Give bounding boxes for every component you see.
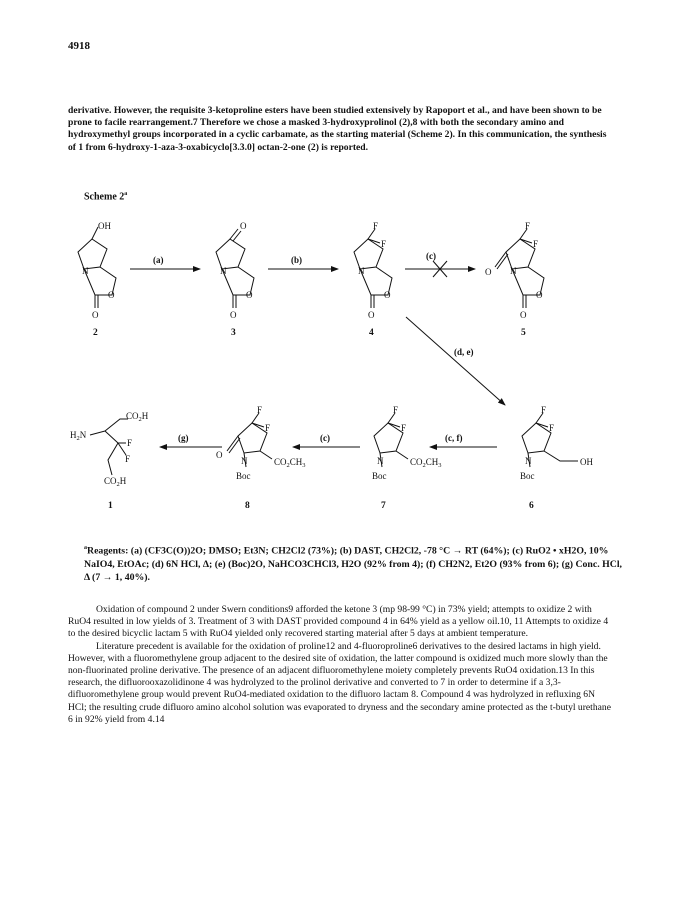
atom-co2h: $CO_2H$ — [126, 411, 149, 423]
atom-f: F — [541, 405, 547, 415]
atom-o: O — [536, 290, 543, 300]
structure-compound-1 — [70, 411, 149, 488]
structure-compound-2 — [78, 221, 116, 320]
atom-f: F — [533, 239, 539, 249]
reagents-mark: a — [84, 545, 87, 551]
atom-boc: Boc — [520, 471, 535, 481]
atom-h2n: $H_2N$ — [70, 430, 87, 442]
atom-o: O — [485, 267, 492, 277]
atom-f: F — [265, 423, 271, 433]
atom-n: N — [220, 266, 227, 276]
scheme-label-text: Scheme 2 — [84, 191, 125, 203]
reagents-footnote — [84, 542, 624, 585]
structure-compound-7 — [372, 405, 442, 481]
atom-f: F — [257, 405, 263, 415]
compound-label-3: 3 — [231, 328, 236, 338]
step-label-g: (g) — [178, 433, 189, 443]
page-number: 4918 — [68, 40, 90, 52]
compound-label-4: 4 — [369, 328, 374, 338]
atom-n: N — [525, 456, 532, 466]
atom-boc: Boc — [236, 471, 251, 481]
paragraph-literature: Literature precedent is available for the oxidation of proline12 and 4-fluoroproline6 derivatives to the desired lactams in high yield. However, with a fluoromethylene group adjacent to the desired site of oxidation, the latter compound is oxidized much more slowly than the non-fluorinated proline derivative. The presence of an adjacent difluoromethylene moiety completely prevents RuO4 oxidation.13 In this research, the difluorooxazolidinone 4 was hydrolyzed to the prolinol derivative and converted to 7 in order to determine if a 3,3-difluoromethylene group would prevent RuO4-mediated oxidation to the difluoro lactam 8. Compound 4 was hydrolyzed in refluxing 6N HCl; the resulting crude difluoro amino alcohol solution was evaporated to dryness and the secondary amine protected as the t-butyl urethane 6 in 92% yield from 4.14 — [68, 640, 611, 725]
atom-o: O — [368, 310, 375, 320]
atom-oh: OH — [580, 457, 593, 467]
atom-o: O — [520, 310, 527, 320]
atom-f: F — [393, 405, 399, 415]
atom-co2h: $CO_2H$ — [104, 476, 127, 488]
scheme-label-mark: a — [124, 191, 128, 197]
atom-o: O — [108, 290, 115, 300]
step-label-a: (a) — [153, 255, 164, 265]
atom-co2ch3: $CO_2CH_3$ — [274, 457, 306, 469]
atom-n: N — [82, 266, 89, 276]
step-label-c-failed: (c) — [426, 251, 436, 261]
atom-f: F — [127, 438, 133, 448]
structure-compound-5 — [485, 221, 544, 320]
atom-n: N — [377, 456, 384, 466]
compound-label-5: 5 — [521, 328, 526, 338]
reaction-scheme — [0, 205, 679, 535]
atom-f: F — [549, 423, 555, 433]
atom-f: F — [373, 221, 379, 231]
atom-f: F — [401, 423, 407, 433]
body-text — [68, 604, 616, 726]
atom-co2ch3: $CO_2CH_3$ — [410, 457, 442, 469]
atom-f: F — [125, 454, 131, 464]
atom-o: O — [92, 310, 99, 320]
structure-compound-3 — [216, 221, 254, 320]
atom-o: O — [230, 310, 237, 320]
atom-f: F — [525, 221, 531, 231]
step-label-d-e: (d, e) — [454, 347, 474, 357]
atom-f: F — [381, 239, 387, 249]
atom-o: O — [384, 290, 391, 300]
compound-label-1: 1 — [108, 501, 113, 511]
compound-label-7: 7 — [381, 501, 386, 511]
compound-label-2: 2 — [93, 328, 98, 338]
paragraph-oxidation: Oxidation of compound 2 under Swern conditions9 afforded the ketone 3 (mp 98-99 °C) in 73% yield; attempts to oxidize 2 with RuO4 resulted in low yields of 3. Treatment of 3 with DAST provided compound 4 in 64% yield as a yellow oil.10, 11 Attempts to oxidize 4 to the desired bicyclic lactam 5 with RuO4 yielded only recovered starting material after 5 days at ambient temperature. — [68, 604, 609, 640]
step-label-c-f: (c, f) — [445, 433, 463, 443]
reagents-text: Reagents: (a) (CF3C(O))2O; DMSO; Et3N; CH2Cl2 (73%); (b) DAST, CH2Cl2, -78 °C → RT (64%); (c) RuO2 • xH2O, 10% NaIO4, EtOAc; (d) 6N HCl, Δ; (e) (Boc)2O, NaHCO3CHCl3, H2O (92% from 4); (f) CH2N2, Et2O (93% from 6); (g) Conc. HCl, Δ (7 → 1, 40%). — [84, 545, 622, 584]
atom-o: O — [246, 290, 253, 300]
atom-boc: Boc — [372, 471, 387, 481]
atom-n: N — [510, 266, 517, 276]
step-label-b: (b) — [291, 255, 302, 265]
structure-compound-8 — [216, 405, 306, 481]
intro-paragraph: derivative. However, the requisite 3-ketoproline esters have been studied extensively by Rapoport et al., and have been shown to be prone to facile rearrangement.7 Therefore we chose a masked 3-hydroxyprolinol (2),8 with both the secondary amino and hydroxymethyl groups incorporated in a cyclic carbamate, as the starting material (Scheme 2). In this communication, the synthesis of 1 from 6-hydroxy-1-aza-3-oxabicyclo[3.3.0] octan-2-one (2) is reported. — [68, 105, 607, 153]
atom-oh: OH — [98, 221, 111, 231]
structure-compound-4 — [354, 221, 392, 320]
scheme-label — [84, 191, 127, 202]
atom-n: N — [241, 456, 248, 466]
step-label-c: (c) — [320, 433, 330, 443]
atom-o: O — [240, 221, 247, 231]
compound-label-8: 8 — [245, 501, 250, 511]
atom-o: O — [216, 450, 223, 460]
atom-n: N — [358, 266, 365, 276]
structure-compound-6 — [520, 405, 593, 481]
compound-label-6: 6 — [529, 501, 534, 511]
